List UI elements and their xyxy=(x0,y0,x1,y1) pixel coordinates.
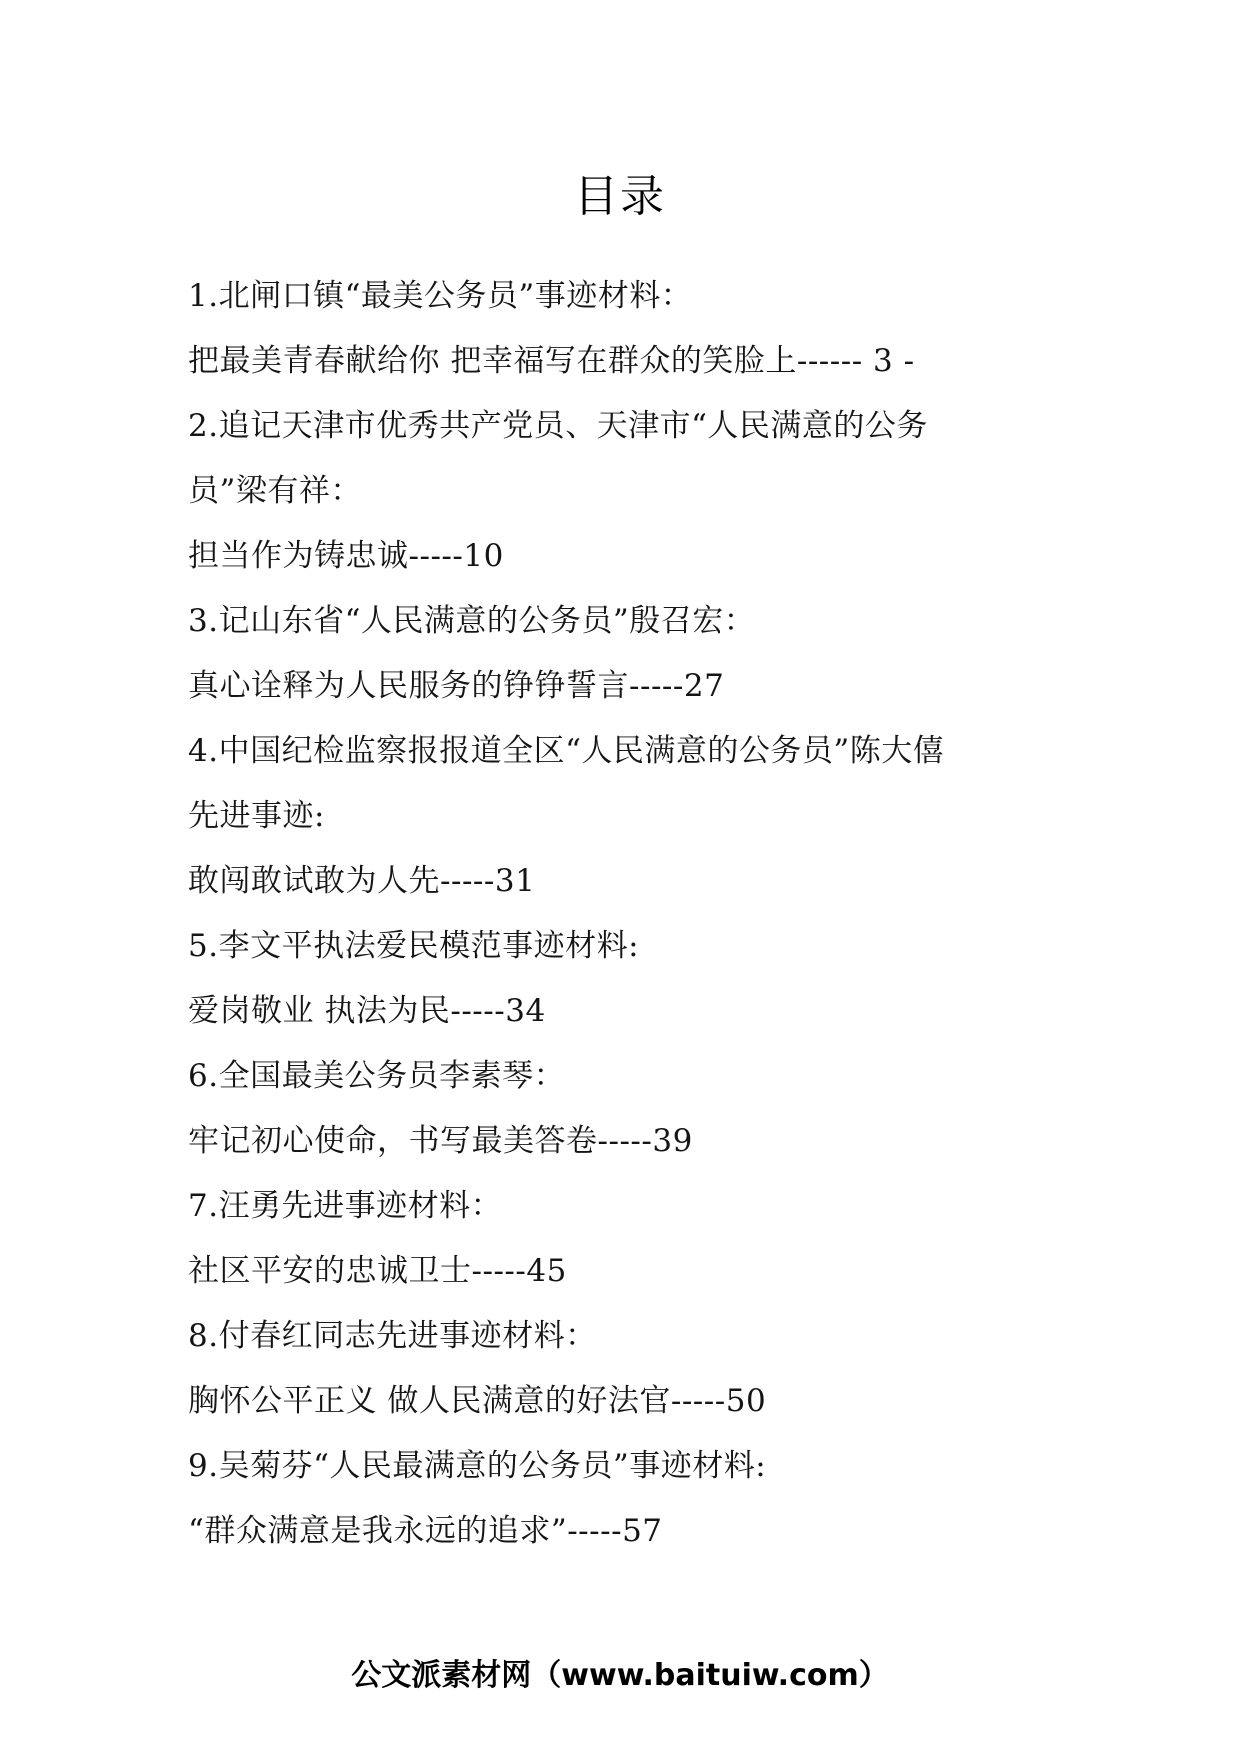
toc-line: 敢闯敢试敢为人先-----31 xyxy=(188,863,536,899)
toc-line: 牢记初心使命，书写最美答卷-----39 xyxy=(188,1123,693,1159)
toc-line: 4.中国纪检监察报报道全区“人民满意的公务员”陈大僖 xyxy=(188,733,945,769)
toc-line: 1.北闸口镇“最美公务员”事迹材料： xyxy=(188,278,693,314)
toc-line: 9.吴菊芬“人民最满意的公务员”事迹材料: xyxy=(188,1448,767,1484)
toc-line: 7.汪勇先进事迹材料： xyxy=(188,1188,503,1224)
toc-line: 8.付春红同志先进事迹材料： xyxy=(188,1318,597,1354)
toc-line: 爱岗敬业 执法为民-----34 xyxy=(188,993,546,1029)
toc-line: 2.追记天津市优秀共产党员、天津市“人民满意的公务 xyxy=(188,408,928,444)
toc-line: 真心诠释为人民服务的铮铮誓言-----27 xyxy=(188,668,725,704)
toc-line: 先进事迹: xyxy=(188,798,325,834)
toc-line: 3.记山东省“人民满意的公务员”殷召宏： xyxy=(188,603,756,639)
page-title: 目录 xyxy=(574,171,666,222)
page-footer: 公文派素材网（www.baituiw.com） xyxy=(351,1658,889,1693)
toc-line: 社区平安的忠诚卫士-----45 xyxy=(188,1253,567,1289)
toc-line: 员”梁有祥： xyxy=(188,473,362,509)
toc-line: 担当作为铸忠诚-----10 xyxy=(188,538,504,574)
toc-line: 5.李文平执法爱民模范事迹材料: xyxy=(188,928,640,964)
table-of-contents xyxy=(188,264,1068,1564)
toc-line: 把最美青春献给你 把幸福写在群众的笑脸上------ 3 - xyxy=(188,343,915,379)
toc-line: “群众满意是我永远的追求”-----57 xyxy=(188,1513,663,1549)
toc-line: 6.全国最美公务员李素琴： xyxy=(188,1058,566,1094)
toc-line: 胸怀公平正义 做人民满意的好法官-----50 xyxy=(188,1383,767,1419)
